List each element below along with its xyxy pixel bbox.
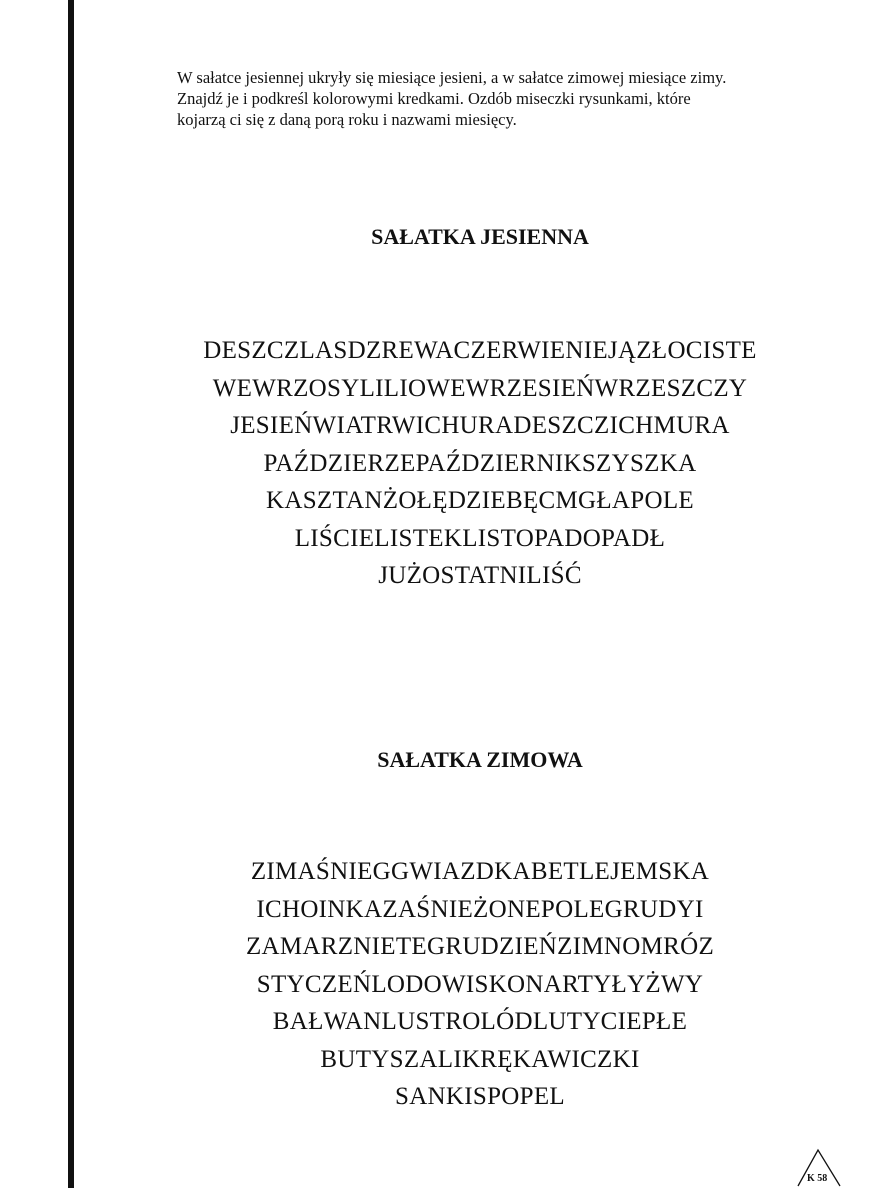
letter-row: SANKISPOPEL bbox=[395, 1083, 565, 1110]
instruction-line: Znajdź je i podkreśl kolorowymi kredkami. Ozdób miseczki rysunkami, które bbox=[177, 89, 691, 108]
winter-title: SAŁATKA ZIMOWA bbox=[377, 747, 583, 772]
letter-row: LIŚCIELISTEKLISTOPADOPADŁ bbox=[294, 524, 666, 552]
page-number-badge bbox=[796, 1146, 842, 1186]
autumn-letter-grid bbox=[0, 332, 893, 595]
letter-row: PAŹDZIERZEPAŹDZIERNIKSZYSZKA bbox=[263, 449, 697, 477]
instruction-line: kojarzą ci się z daną porą roku i nazwami miesięcy. bbox=[177, 110, 517, 129]
letter-row: KASZTANŻOŁĘDZIEBĘCMGŁAPOLE bbox=[266, 487, 694, 514]
winter-letter-grid bbox=[0, 853, 893, 1116]
page-number: K 58 bbox=[807, 1173, 828, 1184]
letter-row: JUŻOSTATNILIŚĆ bbox=[378, 562, 582, 589]
letter-row: BAŁWANLUSTROLÓDLUTYCIEPŁE bbox=[272, 1008, 688, 1035]
instructions bbox=[177, 67, 827, 130]
letter-row: STYCZEŃLODOWISKONARTYŁYŻWY bbox=[256, 970, 704, 998]
instruction-line: W sałatce jesiennej ukryły się miesiące jesieni, a w sałatce zimowej miesiące zimy. bbox=[177, 68, 727, 87]
letter-row: DESZCZLASDZREWACZERWIENIEJĄZŁOCISTE bbox=[203, 337, 757, 364]
letter-row: ZIMAŚNIEGGWIAZDKABETLEJEMSKA bbox=[250, 858, 710, 885]
letter-row: ZAMARZNIETEGRUDZIEŃZIMNOMRÓZ bbox=[245, 933, 715, 960]
letter-row: WEWRZOSYLILIOWEWRZESIEŃWRZESZCZY bbox=[212, 374, 748, 402]
letter-row: ICHOINKAZAŚNIEŻONEPOLEGRUDYI bbox=[256, 895, 704, 923]
letter-row: BUTYSZALIKRĘKAWICZKI bbox=[320, 1045, 640, 1073]
autumn-title: SAŁATKA JESIENNA bbox=[371, 224, 589, 249]
letter-row: JESIEŃWIATRWICHURADESZCZICHMURA bbox=[230, 412, 730, 439]
